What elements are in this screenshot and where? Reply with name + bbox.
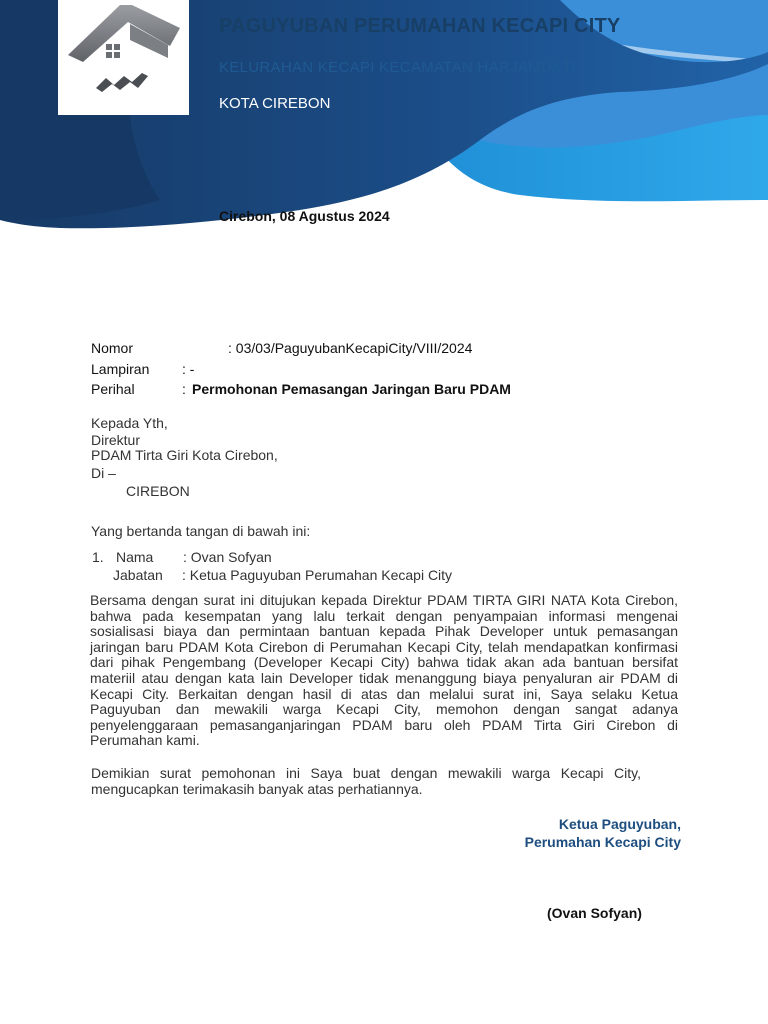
nomor-value: : 03/03/PaguyubanKecapiCity/VIII/2024 bbox=[228, 340, 473, 356]
signature-title-line-2: Perumahan Kecapi City bbox=[524, 833, 681, 850]
perihal-value: Permohonan Pemasangan Jaringan Baru PDAM bbox=[192, 381, 511, 397]
signature-title bbox=[525, 816, 681, 851]
letter-closing: Demikian surat pemohonan ini Saya buat dengan mewakili warga Kecapi City, mengucapkan terimakasih banyak atas perhatiannya. bbox=[91, 765, 641, 797]
intro-text: Yang bertanda tangan di bawah ini: bbox=[91, 523, 311, 539]
nama-label: Nama bbox=[116, 549, 154, 565]
perihal-label: Perihal bbox=[91, 381, 135, 397]
nama-value: : Ovan Sofyan bbox=[183, 549, 272, 565]
lampiran-label: Lampiran bbox=[91, 361, 150, 377]
recipient-line-3: PDAM Tirta Giri Kota Cirebon, bbox=[91, 447, 278, 463]
lampiran-row bbox=[91, 361, 149, 377]
nomor-label: Nomor bbox=[91, 340, 134, 356]
letter-date: Cirebon, 08 Agustus 2024 bbox=[219, 208, 390, 224]
recipient-line-1: Kepada Yth, bbox=[91, 415, 168, 431]
signature-title-line-1: Ketua Paguyuban, bbox=[558, 816, 681, 832]
jabatan-label: Jabatan bbox=[113, 567, 163, 583]
recipient-line-4: Di – bbox=[91, 465, 116, 481]
lampiran-value: : - bbox=[182, 361, 195, 377]
nomor-row bbox=[91, 340, 133, 356]
letter-body: Bersama dengan surat ini ditujukan kepada Direktur PDAM TIRTA GIRI NATA Kota Cirebon, bahwa pada kesempatan yang lalu terkait dengan penyampaian informasi mengenai sosialisasi biaya dan permintaan bantuan kepada Pihak Developer untuk pemasangan jaringan baru PDAM Kota Cirebon di Perumahan Kecapi City, telah mendapatkan konfirmasi dari pihak Pengembang (Developer Kecapi City) bahwa tidak akan ada bantuan bersifat materiil atau dengan kata lain Developer tidak menanggung biaya penyaluran air PDAM di Kecapi City. Berkaitan dengan hasil di atas dan melalui surat ini, Saya selaku Ketua Paguyuban dan mewakili warga Kecapi City, memohon dengan sangat adanya penyelenggaraan pemasanganjaringan PDAM baru oleh PDAM Tirta Giri Cirebon di Perumahan kami. bbox=[90, 592, 678, 749]
jabatan-value: : Ketua Paguyuban Perumahan Kecapi City bbox=[182, 567, 453, 583]
perihal-colon: : bbox=[182, 381, 186, 397]
perihal-row bbox=[91, 381, 135, 397]
organization-name: PAGUYUBAN PERUMAHAN KECAPI CITY bbox=[219, 15, 621, 37]
recipient-line-2: Direktur bbox=[91, 432, 141, 448]
organization-city: KOTA CIREBON bbox=[219, 95, 331, 112]
signer-number: 1. bbox=[92, 549, 104, 565]
org-logo bbox=[58, 0, 189, 115]
organization-address: KELURAHAN KECAPI KECAMATAN HARJAMUKTI bbox=[219, 59, 577, 76]
recipient-line-5: CIREBON bbox=[126, 483, 190, 499]
signature-name: (Ovan Sofyan) bbox=[547, 905, 642, 921]
